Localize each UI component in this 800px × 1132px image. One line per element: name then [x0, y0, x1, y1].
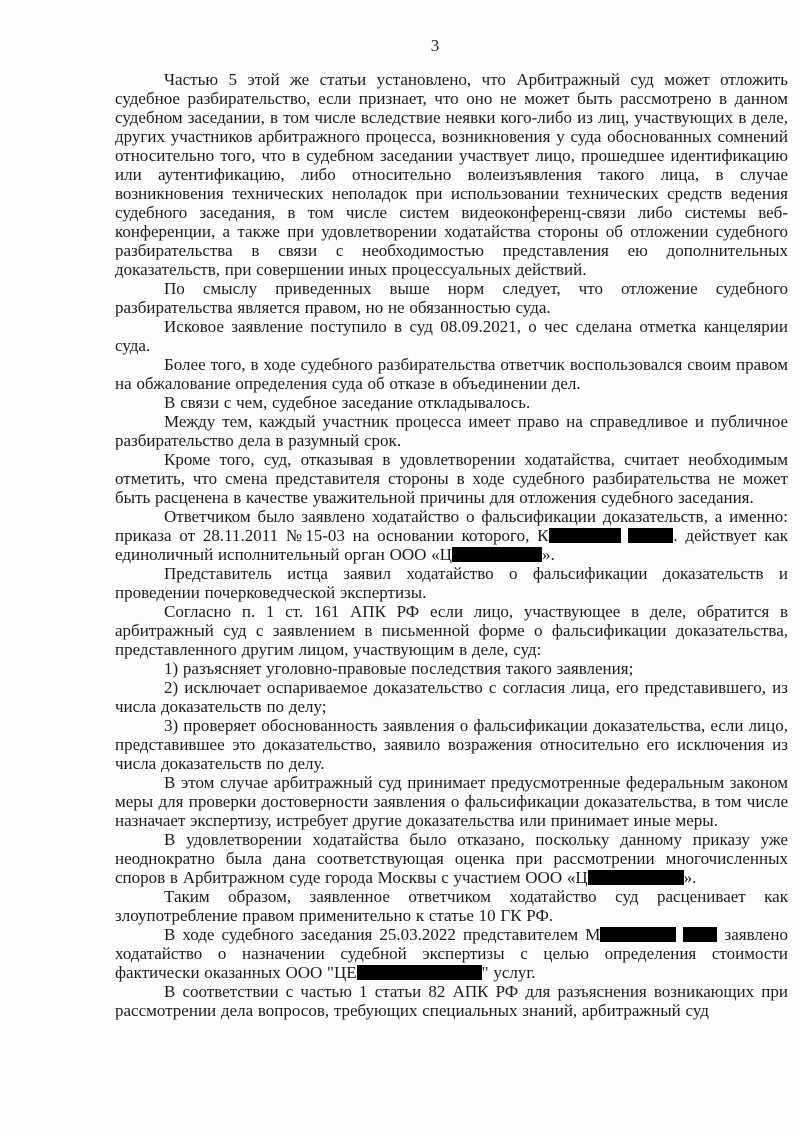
paragraph: 1) разъясняет уголовно-правовые последствия такого заявления;	[164, 659, 634, 678]
redaction-box	[683, 927, 717, 942]
paragraph: В соответствии с частью 1 статьи 82 АПК РФ для разъяснения возникающих при рассмотрении дела вопросов, требующих специальных знаний, арбитражный суд	[115, 982, 788, 1020]
paragraph: 3) проверяет обоснованность заявления о фальсификации доказательства, если лицо, представившее это доказательство, заявило возражения относительно его исключения из числа доказательств по делу.	[115, 716, 788, 773]
paragraph: В ходе судебного заседания 25.03.2022 представителем М заявлено ходатайство о назначении судебной экспертизы с целью определения стоимости фактически оказанных ООО "ЦЕ " услуг.	[115, 925, 788, 982]
document-body	[115, 70, 788, 1020]
paragraph: Кроме того, суд, отказывая в удовлетворении ходатайства, считает необходимым отметить, что смена представителя стороны в ходе судебного разбирательства не может быть расценена в качестве уважительной причины для отложения судебного заседания.	[115, 450, 788, 507]
paragraph: Между тем, каждый участник процесса имеет право на справедливое и публичное разбирательство дела в разумный срок.	[115, 412, 788, 450]
paragraph: Представитель истца заявил ходатайство о фальсификации доказательств и проведении почерковедческой экспертизы.	[115, 564, 788, 602]
paragraph: Согласно п. 1 ст. 161 АПК РФ если лицо, участвующее в деле, обратится в арбитражный суд с заявлением в письменной форме о фальсификации доказательства, представленного другим лицом, участвующим в деле, суд:	[115, 602, 788, 659]
redaction-box	[588, 870, 684, 885]
redaction-box	[357, 965, 482, 980]
redaction-box	[600, 927, 676, 942]
paragraph: Таким образом, заявленное ответчиком ходатайство суд расценивает как злоупотребление правом применительно к статье 10 ГК РФ.	[115, 887, 788, 925]
paragraph: Ответчиком было заявлено ходатайство о фальсификации доказательств, а именно: приказа от 28.11.2011 №15-03 на основании которого, К . действует как единоличный исполнительный орган ООО «Ц ».	[115, 507, 789, 564]
paragraph: В этом случае арбитражный суд принимает предусмотренные федеральным законом меры для проверки достоверности заявления о фальсификации доказательства, в том числе назначает экспертизу, истребует другие доказательства или принимает иные меры.	[115, 773, 788, 830]
paragraph: Более того, в ходе судебного разбирательства ответчик воспользовался своим правом на обжалование определения суда об отказе в объединении дел.	[115, 355, 788, 393]
redaction-box	[452, 547, 542, 562]
page-number: 3	[430, 36, 440, 55]
paragraph: Частью 5 этой же статьи установлено, что Арбитражный суд может отложить судебное разбирательство, если признает, что оно не может быть рассмотрено в данном судебном заседании, в том числе вследствие неявки кого-либо из лиц, участвующих в деле, других участников арбитражного процесса, возникновения у суда обоснованных сомнений относительно того, что в судебном заседании участвует лицо, прошедшее идентификацию или аутентификацию, либо относительно волеизъявления такого лица, в случае возникновения технических неполадок при использовании технических средств ведения судебного заседания, в том числе систем видеоконференц-связи либо системы веб-конференции, а также при удовлетворении ходатайства стороны об отложении судебного разбирательства в связи с необходимостью представления ею дополнительных доказательств, при совершении иных процессуальных действий.	[115, 70, 788, 279]
paragraph: В удовлетворении ходатайства было отказано, поскольку данному приказу уже неоднократно была дана соответствующая оценка при рассмотрении многочисленных споров в Арбитражном суде города Москвы с участием ООО «Ц ».	[115, 830, 788, 887]
paragraph: В связи с чем, судебное заседание откладывалось.	[164, 393, 531, 412]
paragraph: Исковое заявление поступило в суд 08.09.2021, о чес сделана отметка канцелярии суда.	[115, 317, 788, 355]
paragraph: 2) исключает оспариваемое доказательство с согласия лица, его представившего, из числа доказательств по делу;	[115, 678, 788, 716]
paragraph: По смыслу приведенных выше норм следует, что отложение судебного разбирательства является правом, но не обязанностью суда.	[115, 279, 788, 317]
redaction-box	[549, 528, 621, 543]
redaction-box	[628, 528, 673, 543]
